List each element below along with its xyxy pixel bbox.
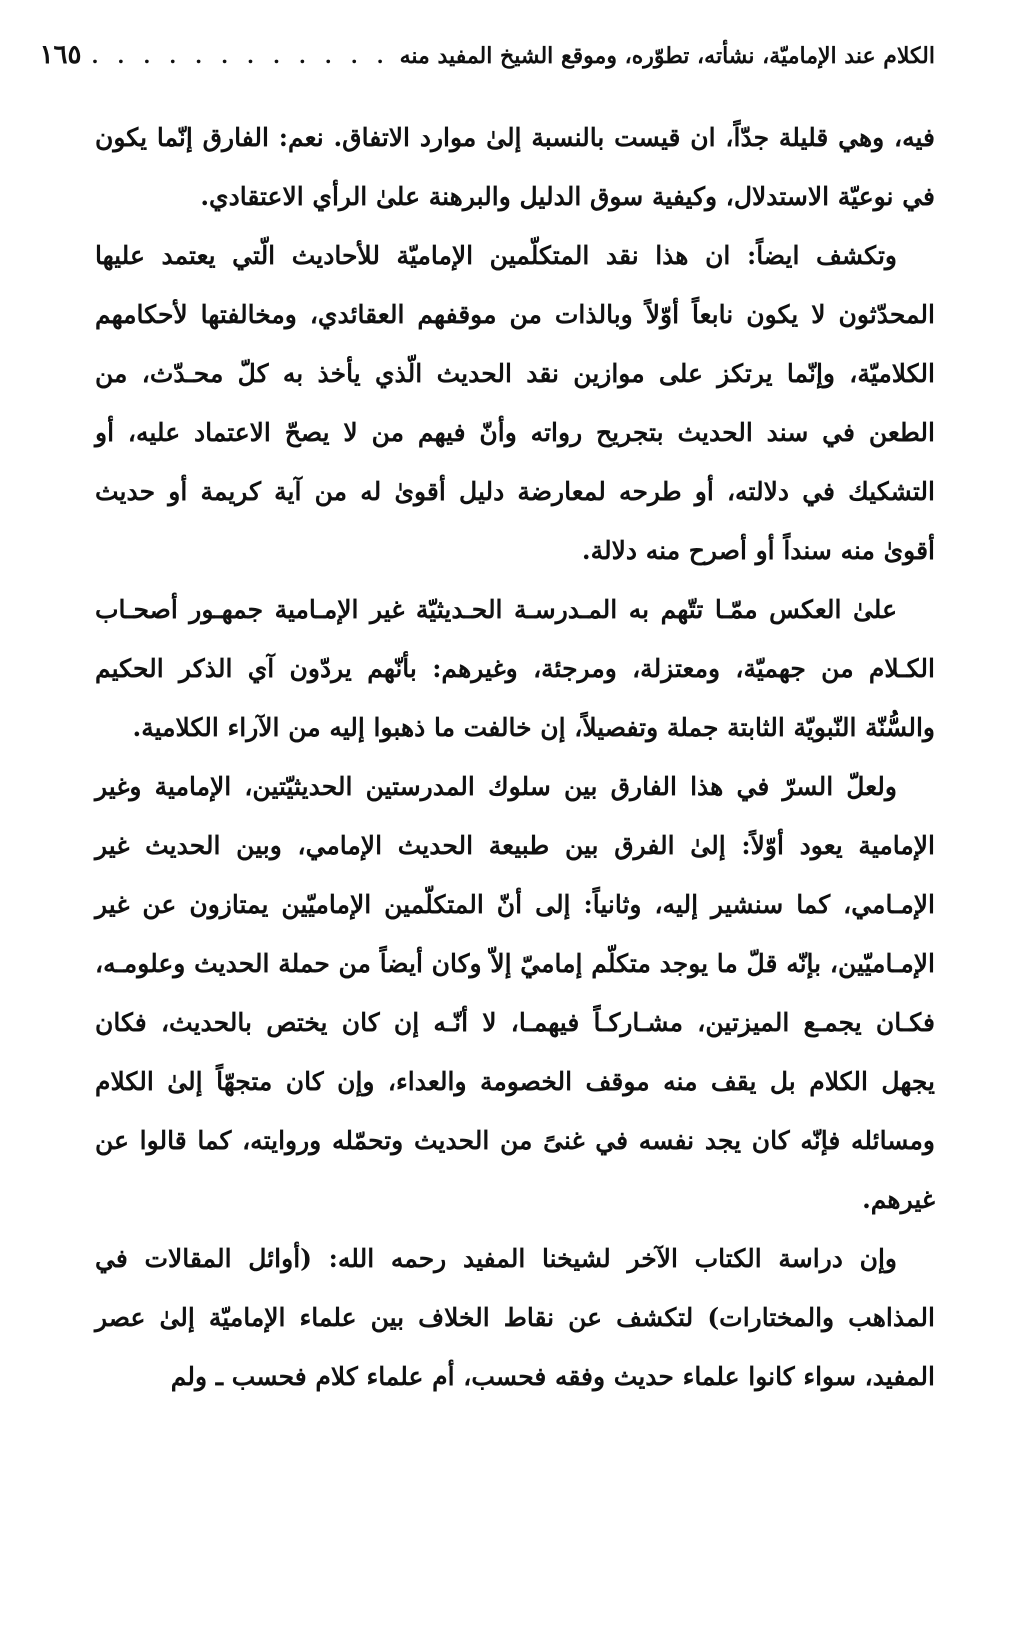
- page-number: ١٦٥: [39, 40, 82, 70]
- book-page: [39, 40, 935, 1406]
- paragraph-3: علىٰ العكس ممّـا تتّهم به المـدرسـة الحـديثيّة غير الإمـامية جمهـور أصحـاب الكـلام من جهميّة، ومعتزلة، ومرجئة، وغيرهم: بأنّهم يردّون آي الذكر الحكيم والسُّنّة النّبويّة الثابتة جملة وتفصيلاً، إن خالفت ما ذهبوا إليه من الآراء الكلامية.: [95, 595, 935, 742]
- header-dot-leader: . . . . . . . . . . . .: [91, 44, 390, 68]
- paragraph-5: وإن دراسة الكتاب الآخر لشيخنا المفيد رحمه الله: (أوائل المقالات في المذاهب والمختارات) لتكشف عن نقاط الخلاف بين علماء الإماميّة إلىٰ عصر المفيد، سواء كانوا علماء حديث وفقه فحسب، أم علماء كلام فحسب ـ ولم: [95, 1244, 935, 1391]
- body-text: [95, 108, 935, 1406]
- paragraph-2: وتكشف ايضاً: ان هذا نقد المتكلّمين الإماميّة للأحاديث الّتي يعتمد عليها المحدّثون لا يكون نابعاً أوّلاً وبالذات من موقفهم العقائدي، ومخالفتها لأحكامهم الكلاميّة، وإنّما يرتكز على موازين نقد الحديث الّذي يأخذ به كلّ محـدّث، من الطعن في سند الحديث بتجريح رواته وأنّ فيهم من لا يصحّ الاعتماد عليه، أو التشكيك في دلالته، أو طرحه لمعارضة دليل أقوىٰ له من آية كريمة أو حديث أقوىٰ منه سنداً أو أصرح منه دلالة.: [95, 241, 935, 565]
- running-header-title: الكلام عند الإماميّة، نشأته، تطوّره، وموقع الشيخ المفيد منه: [399, 43, 935, 69]
- paragraph-1: فيه، وهي قليلة جدّاً، ان قيست بالنسبة إلىٰ موارد الاتفاق. نعم: الفارق إنّما يكون في نوعيّة الاستدلال، وكيفية سوق الدليل والبرهنة علىٰ الرأي الاعتقادي.: [95, 123, 935, 211]
- running-header: [39, 40, 935, 92]
- paragraph-4: ولعلّ السرّ في هذا الفارق بين سلوك المدرستين الحديثيّتين، الإمامية وغير الإمامية يعود أوّلاً: إلىٰ الفرق بين طبيعة الحديث الإمامي، وبين الحديث غير الإمـامي، كما سنشير إليه، وثانياً: إلى أنّ المتكلّمين الإماميّين يمتازون عن غير الإمـاميّين، بإنّه قلّ ما يوجد متكلّم إماميّ إلاّ وكان أيضاً من حملة الحديث وعلومـه، فكـان يجمـع الميزتين، مشـاركـاً فيهمـا، لا أنّـه إن كان يختص بالحديث، فكان يجهل الكلام بل يقف منه موقف الخصومة والعداء، وإن كان متجهّاً إلىٰ الكلام ومسائله فإنّه كان يجد نفسه في غنىً من الحديث وتحمّله وروايته، كما قالوا عن غيرهم.: [95, 772, 935, 1214]
